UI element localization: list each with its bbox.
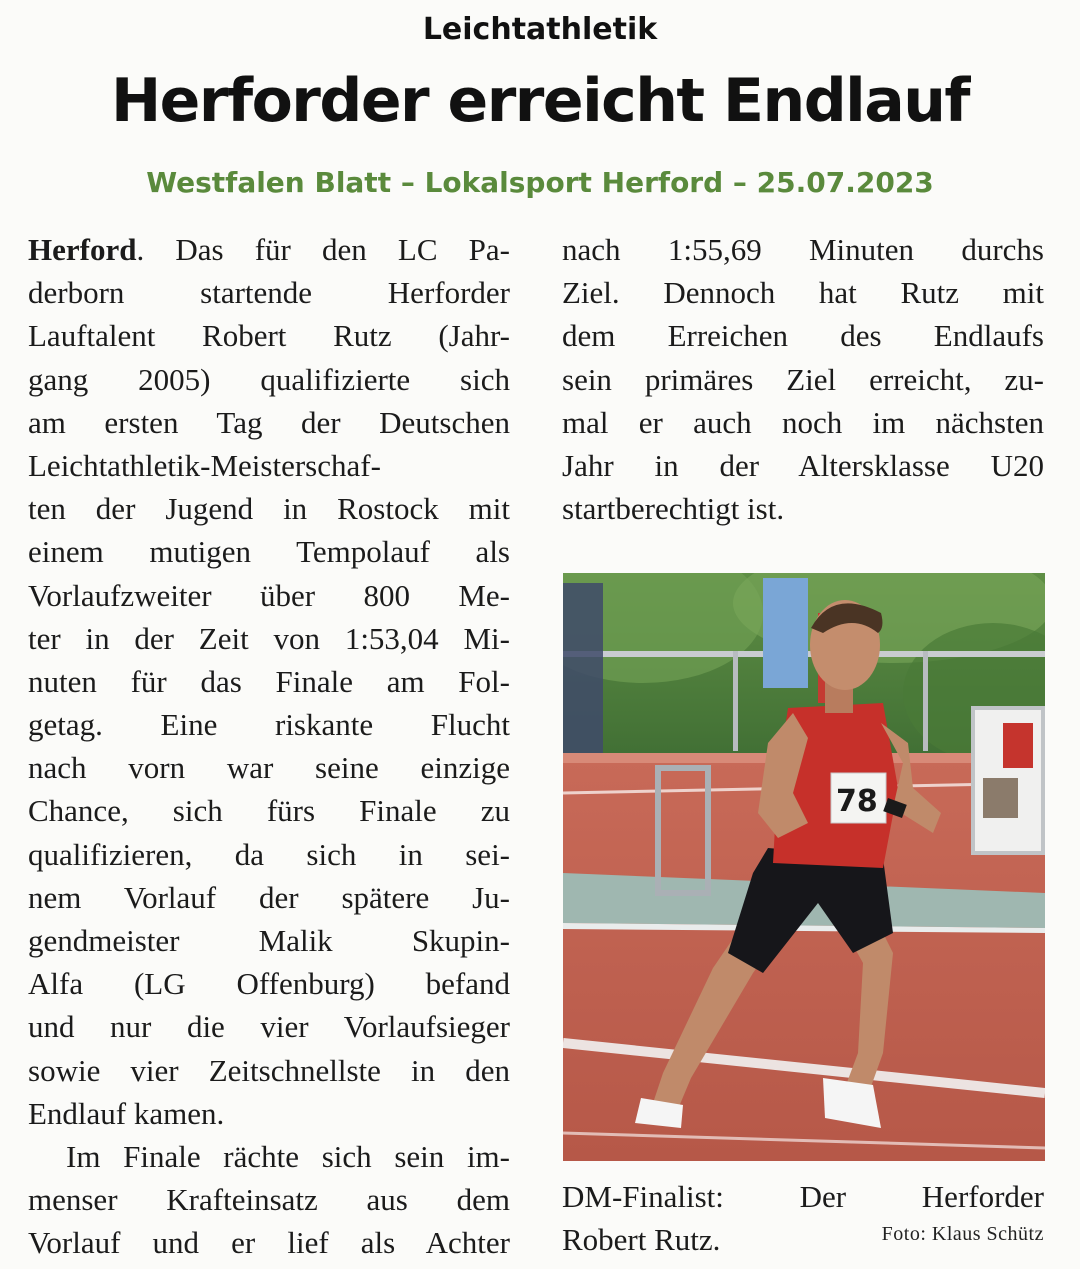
body-text: . Das für den LC Pa- xyxy=(136,232,510,267)
article-headline: Herforder erreicht Endlauf xyxy=(110,66,970,136)
body-line: und nur die vier Vorlaufsieger xyxy=(28,1009,510,1045)
body-line: Alfa (LG Offenburg) befand xyxy=(28,966,510,1002)
article-column-left xyxy=(28,228,510,1265)
body-line: nach 1:55,69 Minuten durchs xyxy=(562,232,1044,267)
body-line: mal er auch noch im nächsten xyxy=(562,404,1044,440)
body-line: Ziel. Dennoch hat Rutz mit xyxy=(562,275,1044,311)
body-line: Endlauf kamen. xyxy=(28,1095,225,1131)
caption-line: Robert Rutz. xyxy=(562,1222,721,1258)
body-line: Lauftalent Robert Rutz (Jahr- xyxy=(28,318,510,354)
body-line: sowie vier Zeitschnellste in den xyxy=(28,1052,510,1088)
body-line: gendmeister Malik Skupin- xyxy=(28,923,510,958)
body-line: dem Erreichen des Endlaufs xyxy=(562,318,1044,354)
body-line: Jahr in der Altersklasse U20 xyxy=(562,447,1044,483)
body-line: Chance, sich fürs Finale zu xyxy=(28,793,510,829)
body-line: menser Krafteinsatz aus dem xyxy=(28,1182,510,1218)
body-line: sein primäres Ziel erreicht, zu- xyxy=(562,361,1044,397)
body-line: nach vorn war seine einzige xyxy=(28,750,510,786)
body-line: getag. Eine riskante Flucht xyxy=(28,707,510,743)
runner-illustration xyxy=(563,573,1045,1161)
photo-caption xyxy=(562,1175,1044,1261)
article-column-right xyxy=(562,228,1044,530)
body-line xyxy=(28,228,510,271)
dateline: Herford xyxy=(28,232,137,267)
body-line: Im Finale rächte sich sein im- xyxy=(66,1138,510,1174)
body-line: gang 2005) qualifizierte sich xyxy=(28,361,510,397)
source-line: Westfalen Blatt – Lokalsport Herford – 25.07.2023 xyxy=(146,166,934,199)
section-kicker: Leichtathletik xyxy=(422,12,658,47)
body-line: Vorlaufzweiter über 800 Me- xyxy=(28,577,510,613)
body-line: qualifizieren, da sich in sei- xyxy=(28,836,510,872)
caption-line: DM-Finalist: Der Herforder xyxy=(562,1179,1044,1214)
body-line: derborn startende Herforder xyxy=(28,275,510,311)
body-line: Leichtathletik-Meisterschaf- xyxy=(28,447,381,483)
photo-credit: Foto: Klaus Schütz xyxy=(881,1223,1044,1246)
body-line: nuten für das Finale am Fol- xyxy=(28,663,510,699)
body-line: am ersten Tag der Deutschen xyxy=(28,404,510,440)
body-line: einem mutigen Tempolauf als xyxy=(28,534,510,570)
body-line: startberechtigt ist. xyxy=(562,491,785,527)
runner-photo xyxy=(563,573,1045,1161)
body-line: ter in der Zeit von 1:53,04 Mi- xyxy=(28,620,510,656)
body-line: ten der Jugend in Rostock mit xyxy=(28,491,510,527)
body-line: nem Vorlauf der spätere Ju- xyxy=(28,879,510,915)
body-line: Vorlauf und er lief als Achter xyxy=(28,1225,510,1261)
bib-number: 78 xyxy=(836,784,878,819)
